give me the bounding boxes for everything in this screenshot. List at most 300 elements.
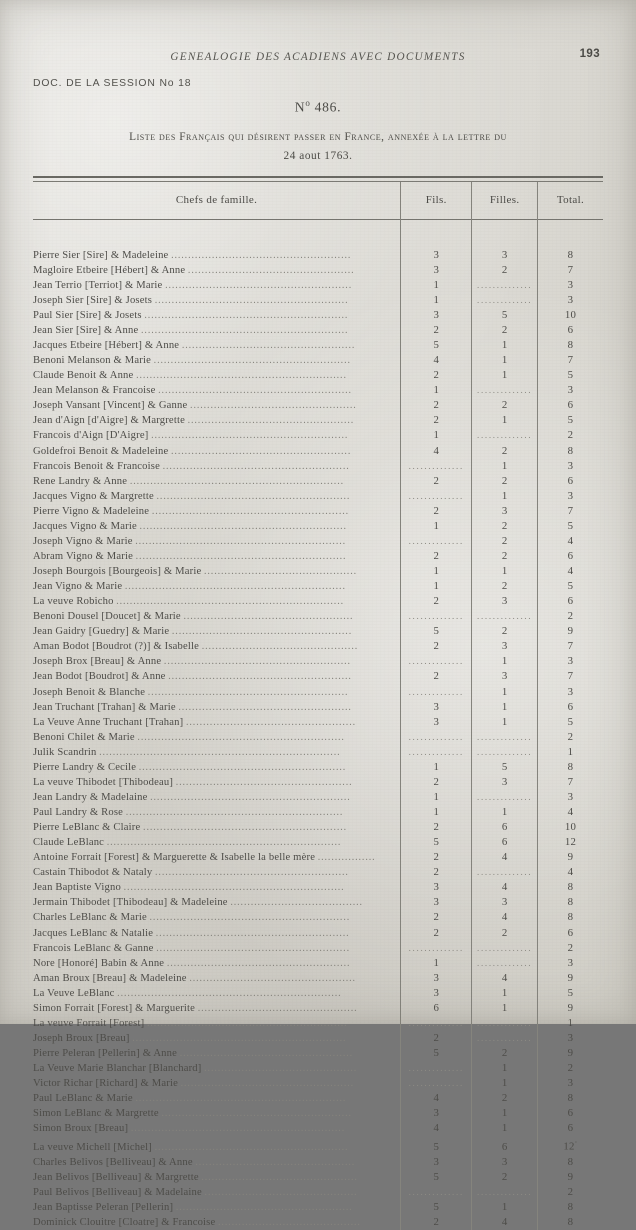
leader-dots: ................................................................... — [116, 596, 345, 608]
cell-family-head — [33, 564, 401, 579]
table-row — [33, 519, 603, 534]
empty-count-dots: .............. — [477, 430, 533, 441]
cell-total — [537, 1200, 603, 1215]
family-head-name: Jacques LeBlanc & Natalie — [33, 927, 154, 939]
filles-value: 2 — [501, 519, 508, 532]
cell-filles — [472, 956, 538, 971]
total-value: 12 — [563, 1141, 575, 1153]
cell-filles — [472, 534, 538, 549]
cell-filles — [472, 1061, 538, 1076]
table-row — [33, 895, 603, 910]
family-head-name: Benoni Chilet & Marie — [33, 731, 135, 743]
filles-value: 6 — [501, 821, 508, 834]
total-value: 8 — [567, 896, 574, 909]
family-head-name: Aman Bodot [Boudrot (?)] & Isabelle — [33, 641, 200, 653]
total-value: 3 — [567, 489, 574, 502]
table-body — [33, 219, 603, 1230]
cell-total — [537, 504, 603, 519]
document-number-value: 486. — [314, 99, 342, 115]
leader-dots: ................. — [317, 852, 376, 864]
table-row — [33, 504, 603, 519]
cell-family-head — [33, 444, 401, 459]
cell-filles — [472, 444, 538, 459]
family-head-name: Abram Vigno & Marie — [33, 550, 133, 562]
filles-value: 1 — [501, 1077, 508, 1090]
cell-family-head — [33, 459, 401, 474]
leader-dots: ................................................. — [187, 415, 355, 427]
leader-dots: .............................................................. — [135, 550, 347, 562]
table-row — [33, 1215, 603, 1230]
leader-dots: .................................................. — [186, 716, 356, 728]
cell-filles — [472, 715, 538, 730]
table-row — [33, 624, 603, 639]
leader-dots: .......................................... — [218, 1217, 361, 1229]
fils-value: 4 — [433, 444, 440, 457]
cell-family-head — [33, 820, 401, 835]
family-head-name: Jean Landry & Madelaine — [33, 791, 148, 803]
table-row — [33, 910, 603, 925]
fils-value: 2 — [433, 504, 440, 517]
fils-value: 2 — [433, 866, 440, 879]
cell-total — [537, 941, 603, 956]
family-head-name: Joseph Brox [Breau] & Anne — [33, 656, 162, 668]
column-header-fils: Fils. — [401, 182, 472, 220]
cell-total — [537, 248, 603, 263]
column-header-filles: Filles. — [472, 182, 538, 220]
cell-fils — [401, 248, 472, 263]
total-value: 9 — [567, 971, 574, 984]
cell-family-head — [33, 398, 401, 413]
fils-value: 5 — [433, 1201, 440, 1214]
empty-count-dots: .............. — [408, 1078, 464, 1089]
fils-value: 4 — [433, 1092, 440, 1105]
cell-total — [537, 1001, 603, 1016]
fils-value: 3 — [433, 1107, 440, 1120]
fils-value: 5 — [433, 1141, 440, 1153]
leader-dots: ..................................................................... — [106, 837, 342, 849]
cell-fils — [401, 910, 472, 925]
fils-value: 5 — [433, 836, 440, 849]
cell-filles — [472, 654, 538, 669]
empty-count-dots: .............. — [408, 942, 464, 953]
header-rule-spacer — [33, 219, 603, 234]
fils-value: 2 — [433, 474, 440, 487]
cell-total — [537, 519, 603, 534]
cell-fils — [401, 700, 472, 715]
family-head-name: Pierre Sier [Sire] & Madeleine — [33, 249, 169, 261]
family-head-name: Pierre Landry & Cecile — [33, 761, 137, 773]
total-value: 2 — [567, 941, 574, 954]
cell-family-head — [33, 368, 401, 383]
cell-total — [537, 1155, 603, 1170]
leader-dots: ......................................................... — [156, 942, 350, 954]
cell-filles — [472, 1076, 538, 1091]
leader-dots: ....................................................... — [162, 460, 350, 472]
leader-dots: ................................................. — [187, 264, 355, 276]
cell-family-head — [33, 745, 401, 760]
cell-total — [537, 1106, 603, 1121]
cell-fils — [401, 474, 472, 489]
leader-dots: .................................................................. — [117, 987, 342, 999]
empty-count-dots: .............. — [477, 294, 533, 305]
leader-dots: .............................................................. — [136, 370, 347, 382]
cell-total — [537, 926, 603, 941]
fils-value: 1 — [433, 956, 440, 969]
filles-value: 3 — [501, 670, 508, 683]
column-header-total: Total. — [537, 182, 603, 220]
leader-dots: ................................................................. — [123, 882, 345, 894]
family-head-name: Joseph Vigno & Marie — [33, 535, 133, 547]
leader-dots: ........................................................ — [161, 1108, 352, 1120]
family-head-name: Claude Benoit & Anne — [33, 370, 134, 382]
cell-fils — [401, 383, 472, 398]
cell-fils — [401, 323, 472, 338]
filles-value: 5 — [501, 308, 508, 321]
cell-fils — [401, 1046, 472, 1061]
cell-family-head — [33, 1185, 401, 1200]
empty-count-dots: .............. — [477, 1017, 533, 1028]
empty-count-dots: .............. — [408, 1017, 464, 1028]
fils-value: 1 — [433, 278, 440, 291]
cell-filles — [472, 413, 538, 428]
family-head-name: Nore [Honoré] Babin & Anne — [33, 957, 165, 969]
table-row — [33, 715, 603, 730]
leader-dots: ....................................................................... — [99, 746, 341, 758]
table-row — [33, 880, 603, 895]
cell-family-head — [33, 489, 401, 504]
family-head-name: Simon Broux [Breau] — [33, 1123, 129, 1135]
table-row — [33, 669, 603, 684]
cell-total — [537, 353, 603, 368]
column-header-name: Chefs de famille. — [175, 193, 258, 206]
filles-value: 1 — [501, 1201, 508, 1214]
leader-dots: .......................................................... — [153, 355, 351, 367]
table-row — [33, 956, 603, 971]
cell-total — [537, 971, 603, 986]
cell-family-head — [33, 428, 401, 443]
cell-filles — [472, 805, 538, 820]
filles-value: 4 — [501, 971, 508, 984]
cell-filles — [472, 368, 538, 383]
cell-filles — [472, 760, 538, 775]
cell-fils — [401, 850, 472, 865]
leader-dots: ......................................................... — [158, 385, 352, 397]
table-row — [33, 1170, 603, 1185]
cell-fils — [401, 624, 472, 639]
leader-dots: ............................................. — [204, 1187, 358, 1199]
caption-line-2: 24 aout 1763. — [283, 149, 353, 162]
cell-family-head — [33, 910, 401, 925]
table-row — [33, 730, 603, 745]
leader-dots: ............................................................. — [139, 520, 347, 532]
family-head-name: La veuve Robicho — [33, 596, 114, 608]
cell-filles — [472, 263, 538, 278]
cell-total — [537, 1170, 603, 1185]
fils-value: 2 — [433, 926, 440, 939]
cell-family-head — [33, 805, 401, 820]
page-number: 193 — [579, 48, 600, 60]
table-row — [33, 398, 603, 413]
cell-total — [537, 459, 603, 474]
leader-dots: ................................................. — [190, 400, 357, 412]
family-head-name: La Veuve LeBlanc — [33, 987, 115, 999]
leader-dots: ........................................................... — [146, 1017, 348, 1029]
leader-dots: .............................................. — [201, 641, 359, 653]
header-rule-cell — [472, 219, 538, 234]
cell-family-head — [33, 669, 401, 684]
cell-filles — [472, 624, 538, 639]
leader-dots: .............................................................. — [135, 535, 347, 547]
cell-total — [537, 1185, 603, 1200]
filles-value: 1 — [501, 369, 508, 382]
empty-count-dots: .............. — [408, 611, 464, 622]
cell-family-head — [33, 383, 401, 398]
cell-family-head — [33, 1121, 401, 1136]
cell-total — [537, 263, 603, 278]
cell-family-head — [33, 519, 401, 534]
cell-fils — [401, 941, 472, 956]
cell-family-head — [33, 1031, 401, 1046]
cell-filles — [472, 1155, 538, 1170]
empty-count-dots: .............. — [477, 942, 533, 953]
cell-fils — [401, 278, 472, 293]
cell-family-head — [33, 1046, 401, 1061]
family-head-name: Magloire Etbeire [Hébert] & Anne — [33, 264, 186, 276]
total-value: 6 — [567, 324, 574, 337]
filles-value: 1 — [501, 715, 508, 728]
total-value: 3 — [567, 459, 574, 472]
total-value: 8 — [567, 1201, 574, 1214]
table-row — [33, 594, 603, 609]
cell-total — [537, 775, 603, 790]
cell-fils — [401, 880, 472, 895]
table-row — [33, 549, 603, 564]
total-value: 1 — [567, 745, 574, 758]
cell-family-head — [33, 1136, 401, 1155]
cell-fils — [401, 775, 472, 790]
leader-dots: ......................................................... — [154, 1142, 349, 1153]
empty-count-dots: .............. — [408, 731, 464, 742]
table-row — [33, 775, 603, 790]
filles-value: 1 — [501, 685, 508, 698]
table-row — [33, 926, 603, 941]
cell-filles — [472, 865, 538, 880]
cell-fils — [401, 956, 472, 971]
total-value: 6 — [567, 1122, 574, 1135]
cell-fils — [401, 971, 472, 986]
family-head-name: Victor Richar [Richard] & Marie — [33, 1078, 178, 1090]
family-head-name: Jean Baptisse Peleran [Pellerin] — [33, 1202, 174, 1214]
cell-filles — [472, 745, 538, 760]
cell-fils — [401, 1136, 472, 1155]
cell-family-head — [33, 715, 401, 730]
leader-dots: ..................................................... — [171, 626, 353, 638]
total-value: 8 — [567, 248, 574, 261]
leader-dots: ..................................................... — [171, 249, 352, 261]
cell-total — [537, 383, 603, 398]
cell-filles — [472, 609, 538, 624]
filles-value: 1 — [501, 354, 508, 367]
cell-filles — [472, 700, 538, 715]
empty-count-dots: .............. — [408, 460, 464, 471]
cell-total — [537, 1076, 603, 1091]
cell-total — [537, 278, 603, 293]
cell-fils — [401, 413, 472, 428]
cell-family-head — [33, 1155, 401, 1170]
table-row — [33, 820, 603, 835]
family-head-name: La Veuve Marie Blanchar [Blanchard] — [33, 1063, 202, 1075]
leader-dots: ........................................................... — [149, 912, 351, 924]
cell-filles — [472, 564, 538, 579]
leader-dots: ............................................................... — [129, 475, 345, 487]
table-row — [33, 383, 603, 398]
filles-value: 2 — [501, 1047, 508, 1060]
filles-value: 1 — [501, 655, 508, 668]
total-value: 8 — [567, 1092, 574, 1105]
cell-fils — [401, 1016, 472, 1031]
cell-family-head — [33, 624, 401, 639]
cell-fils — [401, 564, 472, 579]
family-head-name: Benoni Dousel [Doucet] & Marie — [33, 611, 181, 623]
leader-dots: .................................................. — [183, 611, 354, 623]
total-value: 2 — [567, 610, 574, 623]
table-row — [33, 263, 603, 278]
cell-fils — [401, 489, 472, 504]
family-head-name: Joseph Bourgois [Bourgeois] & Marie — [33, 566, 202, 578]
cell-fils — [401, 579, 472, 594]
total-value: 9 — [567, 1001, 574, 1014]
fils-value: 4 — [433, 354, 440, 367]
total-value: 6 — [567, 549, 574, 562]
document-number-ordinal: o — [305, 98, 311, 108]
cell-total — [537, 594, 603, 609]
caption-line-1: Liste des Français qui désirent passer en France, annexée à la lettre du — [129, 131, 507, 143]
cell-fils — [401, 353, 472, 368]
cell-fils — [401, 820, 472, 835]
family-head-name: Francois LeBlanc & Ganne — [33, 942, 154, 954]
fils-value: 3 — [433, 308, 440, 321]
cell-filles — [472, 1091, 538, 1106]
filles-value: 1 — [501, 806, 508, 819]
total-value: 1 — [567, 1016, 574, 1029]
cell-total — [537, 745, 603, 760]
leader-dots: ....................................... — [230, 897, 363, 909]
family-head-name: Francois Benoit & Francoise — [33, 460, 160, 472]
table-row — [33, 805, 603, 820]
cell-family-head — [33, 504, 401, 519]
cell-fils — [401, 790, 472, 805]
family-head-name: Paul Landry & Rose — [33, 807, 124, 819]
leader-dots: .................................................... — [175, 1202, 353, 1214]
table-row — [33, 971, 603, 986]
filles-value: 1 — [501, 1107, 508, 1120]
family-head-name: Charles LeBlanc & Marie — [33, 912, 147, 924]
filles-value: 2 — [501, 926, 508, 939]
leader-dots: .............................................. — [201, 1172, 358, 1184]
cell-fils — [401, 760, 472, 775]
table-row — [33, 459, 603, 474]
total-value: 6 — [567, 474, 574, 487]
cell-total — [537, 986, 603, 1001]
cell-filles — [472, 383, 538, 398]
cell-fils — [401, 1215, 472, 1230]
cell-filles — [472, 926, 538, 941]
empty-count-dots: .............. — [477, 957, 533, 968]
family-head-name: Aman Broux [Breau] & Madeleine — [33, 972, 187, 984]
cell-filles — [472, 910, 538, 925]
family-head-name: La veuve Thibodet [Thibodeau] — [33, 776, 174, 788]
table-row — [33, 1185, 603, 1200]
table-row — [33, 745, 603, 760]
fils-value: 2 — [433, 1216, 440, 1229]
running-head — [0, 47, 636, 65]
cell-filles — [472, 880, 538, 895]
cell-fils — [401, 685, 472, 700]
cell-family-head — [33, 1016, 401, 1031]
total-value: 3 — [567, 293, 574, 306]
total-value: 8 — [567, 760, 574, 773]
pad-cell — [33, 234, 401, 248]
filles-value: 1 — [501, 986, 508, 999]
fils-value: 2 — [433, 414, 440, 427]
filles-value: 2 — [501, 399, 508, 412]
fils-value: 3 — [433, 1156, 440, 1169]
filles-value: 1 — [501, 459, 508, 472]
cell-family-head — [33, 986, 401, 1001]
cell-fils — [401, 669, 472, 684]
filles-value: 4 — [501, 911, 508, 924]
family-head-name: La veuve Michell [Michel] — [33, 1142, 152, 1153]
total-value: 9 — [567, 1171, 574, 1184]
family-head-name: Antoine Forrait [Forest] & Marguerette & Isabelle la belle mère — [33, 852, 316, 864]
filles-value: 6 — [501, 1141, 508, 1153]
cell-total — [537, 398, 603, 413]
family-head-name: Paul Sier [Sire] & Josets — [33, 309, 142, 321]
total-value: 12 — [564, 836, 577, 849]
cell-family-head — [33, 413, 401, 428]
leader-dots: ............................................................. — [141, 325, 349, 337]
fils-value: 2 — [433, 399, 440, 412]
cell-fils — [401, 1155, 472, 1170]
family-head-name: Jean Belivos [Belliveau] & Margrette — [33, 1172, 199, 1184]
cell-family-head — [33, 880, 401, 895]
fils-value: 1 — [433, 565, 440, 578]
cell-family-head — [33, 338, 401, 353]
filles-value: 1 — [501, 565, 508, 578]
family-head-name: Jacques Vigno & Marie — [33, 520, 137, 532]
filles-value: 2 — [501, 580, 508, 593]
header-rule-cell — [401, 219, 472, 234]
empty-count-dots: .............. — [408, 535, 464, 546]
cell-total — [537, 865, 603, 880]
filles-value: 6 — [501, 836, 508, 849]
table-row — [33, 790, 603, 805]
cell-family-head — [33, 248, 401, 263]
table-row — [33, 1136, 603, 1155]
cell-total — [537, 910, 603, 925]
pad-cell — [537, 234, 603, 248]
family-head-name: Paul LeBlanc & Marie — [33, 1093, 133, 1105]
empty-count-dots: .............. — [477, 1187, 533, 1198]
leader-dots: ...................................................... — [168, 671, 352, 683]
cell-total — [537, 1046, 603, 1061]
leader-dots: ................................................... — [180, 1078, 355, 1090]
fils-value: 3 — [433, 971, 440, 984]
table-body-top-padding — [33, 234, 603, 248]
cell-family-head — [33, 1076, 401, 1091]
table-row — [33, 685, 603, 700]
cell-total — [537, 956, 603, 971]
